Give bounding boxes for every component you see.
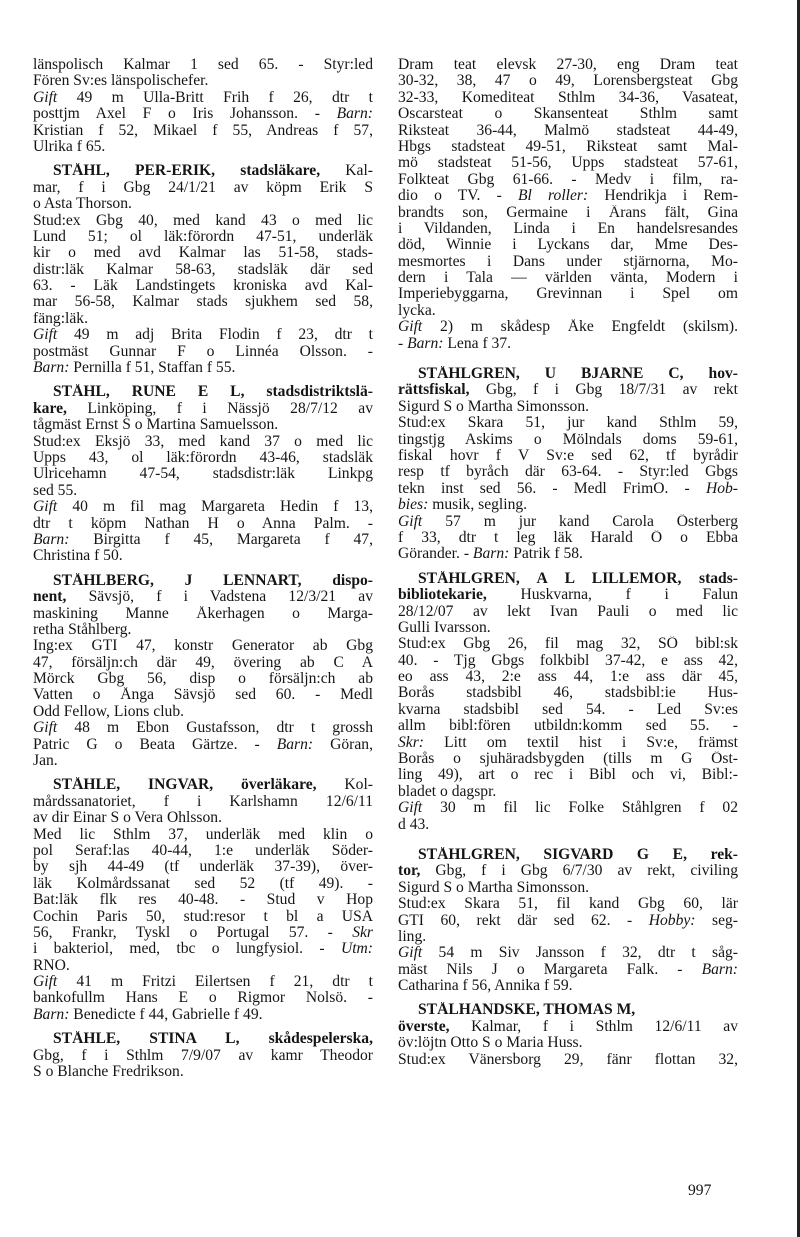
text-line: Lund 51; ol läk:förordn 47-51, underläk	[33, 228, 373, 245]
biography-entry	[33, 573, 373, 770]
text-line: 63. - Läk Landstingets kroniska avd Kal-	[33, 278, 373, 295]
text-line: mar 56-58, Kalmar stads sjukhem sed 58,	[33, 294, 373, 311]
text-line: by sjh 44-49 (tf underläk 37-39), över-	[33, 859, 373, 876]
text-line: d 43.	[398, 816, 430, 833]
text-line: Sigurd S o Martha Simonsson.	[398, 398, 590, 415]
text-line: dern i Tala — världen vänta, Modern i	[398, 270, 738, 287]
text-line: o Asta Thorson.	[33, 196, 132, 213]
text-line: 28/12/07 av lekt Ivan Pauli o med lic	[398, 603, 738, 620]
text-line: tor, Gbg, f i Gbg 6/7/30 av rekt, civiling	[398, 863, 738, 880]
text-line: bankofullm Hans E o Rigmor Nolsö. -	[33, 990, 373, 1007]
text-line: Ulricehamn 47-54, stadsdistr:läk Linkpg	[33, 466, 373, 483]
text-line: STÅLHANDSKE, THOMAS M,	[418, 1002, 636, 1019]
text-line: Stud:ex Skara 51, fil kand Gbg 60, lär	[398, 896, 738, 913]
text-line: Gift 49 m Ulla-Britt Frih f 26, dtr t	[33, 89, 373, 106]
biography-entry	[398, 57, 738, 352]
text-line: STÅHLGREN, A L LILLEMOR, stads-	[418, 570, 738, 587]
text-line: Gift 57 m jur kand Carola Österberg	[398, 513, 738, 530]
text-line: Med lic Sthlm 37, underläk med klin o	[33, 826, 373, 843]
text-line: sed 55.	[33, 482, 78, 499]
biography-entry	[398, 1002, 738, 1068]
text-line: Sigurd S o Martha Simonsson.	[398, 879, 590, 896]
biography-entry	[398, 366, 738, 563]
text-line: Oscarsteat o Skansenteat Sthlm samt	[398, 106, 738, 123]
text-line: Barn: Birgitta f 45, Margareta f 47,	[33, 531, 373, 548]
text-line: resp tf byråch där 63-64. - Styr:led Gbgs	[398, 464, 738, 481]
text-line: Gift 2) m skådesp Åke Engfeldt (skilsm).	[398, 319, 738, 336]
text-line: Fören Sv:es länspolischefer.	[33, 73, 209, 90]
text-line: tingstjg Askims o Mölndals doms 59-61,	[398, 431, 738, 448]
text-line: 32-33, Komediteat Sthlm 34-36, Vasateat,	[398, 89, 738, 106]
text-line: fiskal hovr f V Sv:e sed 62, tf byrådir	[398, 447, 738, 464]
text-line: STÅHL, RUNE E L, stadsdistriktslä-	[53, 384, 373, 401]
biography-entry	[33, 384, 373, 564]
biography-entry	[33, 163, 373, 376]
text-line: tekn inst sed 56. - Medl FrimO. - Hob-	[398, 480, 738, 497]
text-line: Görander. - Barn: Patrik f 58.	[398, 546, 583, 563]
text-line: Bat:läk flk res 40-48. - Stud v Hop	[33, 892, 373, 909]
text-line: Stud:ex Gbg 26, fil mag 32, SÖ bibl:sk	[398, 636, 738, 653]
text-line: ling 49), art o rec i Bibl och vi, Bibl:-	[398, 767, 738, 784]
text-line: Catharina f 56, Annika f 59.	[398, 978, 573, 995]
text-line: Barn: Benedicte f 44, Gabrielle f 49.	[33, 1006, 263, 1023]
text-line: ling.	[398, 928, 427, 945]
text-line: Mörck Gbg 56, disp o försäljn:ch ab	[33, 671, 373, 688]
text-line: överste, Kalmar, f i Sthlm 12/6/11 av	[398, 1018, 738, 1035]
text-line: pol Seraf:las 40-44, 1:e underläk Söder-	[33, 842, 373, 859]
text-line: STÅHLGREN, U BJARNE C, hov-	[418, 366, 738, 383]
text-line: Cochin Paris 50, stud:resor t bl a USA	[33, 908, 373, 925]
text-line: 47, försäljn:ch där 49, övering ab C A	[33, 654, 373, 671]
text-line: Gift 48 m Ebon Gustafsson, dtr t grossh	[33, 720, 373, 737]
text-line: Vatten o Ånga Sävsjö sed 60. - Medl	[33, 687, 373, 704]
left-column	[33, 57, 373, 1088]
text-line: Ulrika f 65.	[33, 138, 106, 155]
right-column	[398, 57, 738, 1076]
text-line: av dir Einar S o Vera Ohlsson.	[33, 810, 222, 827]
text-line: distr:läk Kalmar 58-63, stadsläk där sed	[33, 261, 373, 278]
text-line: Gbg, f i Sthlm 7/9/07 av kamr Theodor	[33, 1047, 373, 1064]
text-line: Kristian f 52, Mikael f 55, Andreas f 57,	[33, 122, 373, 139]
text-line: mårdssanatoriet, f i Karlshamn 12/6/11	[33, 793, 373, 810]
text-line: Christina f 50.	[33, 548, 123, 565]
text-line: Gift 41 m Fritzi Eilertsen f 21, dtr t	[33, 974, 373, 991]
text-line: tågmäst Ernst S o Martina Samuelsson.	[33, 417, 279, 434]
text-line: Imperiebyggarna, Grevinnan i Spel om	[398, 286, 738, 303]
text-line: RNO.	[33, 957, 70, 974]
text-line: mesmortes i Dans under stjärnorna, Mo-	[398, 253, 738, 270]
text-line: STÅHLE, INGVAR, överläkare, Kol-	[53, 777, 373, 794]
text-line: Gulli Ivarsson.	[398, 619, 491, 636]
text-line: Stud:ex Gbg 40, med kand 43 o med lic	[33, 212, 373, 229]
text-line: retha Ståhlberg.	[33, 621, 132, 638]
text-line: Hbgs stadsteat 49-51, Riksteat samt Mal-	[398, 138, 738, 155]
text-line: öv:löjtn Otto S o Maria Huss.	[398, 1035, 583, 1052]
text-line: f 33, dtr t leg läk Harald Ö o Ebba	[398, 529, 738, 546]
biography-entry	[33, 57, 373, 155]
biography-entry	[398, 847, 738, 995]
page-number: 997	[688, 1182, 712, 1199]
text-line: STÅHLGREN, SIGVARD G E, rek-	[418, 846, 738, 863]
text-line: Gift 49 m adj Brita Flodin f 23, dtr t	[33, 327, 373, 344]
text-line: postmäst Gunnar F o Linnéa Olsson. -	[33, 343, 373, 360]
text-line: GTI 60, rekt där sed 62. - Hobby: seg-	[398, 912, 738, 929]
biography-entry	[398, 571, 738, 833]
text-line: rättsfiskal, Gbg, f i Gbg 18/7/31 av rekt	[398, 382, 738, 399]
text-line: eo ass 43, 2:e ass 44, 1:e ass där 45,	[398, 669, 738, 686]
text-line: STÅHL, PER-ERIK, stadsläkare, Kal-	[53, 163, 373, 180]
text-line: Patric G o Beata Gärtze. - Barn: Göran,	[33, 736, 373, 753]
text-line: Borås stadsbibl 46, stadsbibl:ie Hus-	[398, 685, 738, 702]
text-line: Riksteat 36-44, Malmö stadsteat 44-49,	[398, 122, 738, 139]
text-line: allm bibl:fören utbildn:komm sed 55. -	[398, 718, 738, 735]
text-line: nent, Sävsjö, f i Vadstena 12/3/21 av	[33, 589, 373, 606]
text-line: - Barn: Lena f 37.	[398, 335, 512, 352]
text-line: 40. - Tjg Gbgs folkbibl 37-42, e ass 42,	[398, 652, 738, 669]
text-line: bibliotekarie, Huskvarna, f i Falun	[398, 587, 738, 604]
text-line: mar, f i Gbg 24/1/21 av köpm Erik S	[33, 179, 373, 196]
text-line: posttjm Axel F o Iris Johansson. - Barn:	[33, 106, 373, 123]
text-line: Skr: Litt om textil hist i Sv:e, främst	[398, 734, 738, 751]
text-line: STÅHLBERG, J LENNART, dispo-	[53, 572, 373, 589]
text-line: Stud:ex Vänersborg 29, fänr flottan 32,	[398, 1051, 738, 1068]
text-line: Ing:ex GTI 47, konstr Generator ab Gbg	[33, 638, 373, 655]
text-line: fäng:läk.	[33, 310, 88, 327]
text-line: Odd Fellow, Lions club.	[33, 703, 185, 720]
text-line: mö stadsteat 51-56, Upps stadsteat 57-61,	[398, 155, 738, 172]
text-line: STÅHLE, STINA L, skådespelerska,	[53, 1031, 373, 1048]
text-line: Gift 30 m fil lic Folke Ståhlgren f 02	[398, 800, 738, 817]
biography-entry	[33, 1031, 373, 1080]
text-line: länspolisch Kalmar 1 sed 65. - Styr:led	[33, 57, 373, 73]
text-line: maskining Manne Åkerhagen o Marga-	[33, 605, 373, 622]
text-line: dtr t köpm Nathan H o Anna Palm. -	[33, 515, 373, 532]
text-line: Stud:ex Skara 51, jur kand Sthlm 59,	[398, 415, 738, 432]
text-line: bies: musik, segling.	[398, 497, 528, 514]
text-line: död, Winnie i Lyckans dar, Mme Des-	[398, 237, 738, 254]
text-line: kare, Linköping, f i Nässjö 28/7/12 av	[33, 400, 373, 417]
text-line: 30-32, 38, 47 o 49, Lorensbergsteat Gbg	[398, 73, 738, 90]
text-line: kvarna stadsbibl sed 54. - Led Sv:es	[398, 701, 738, 718]
text-line: bladet o dagspr.	[398, 783, 497, 800]
text-line: brandts son, Germaine i Ärans fält, Gina	[398, 204, 738, 221]
text-line: Stud:ex Eksjö 33, med kand 37 o med lic	[33, 433, 373, 450]
text-line: Gift 40 m fil mag Margareta Hedin f 13,	[33, 499, 373, 516]
text-line: Folkteat Gbg 61-66. - Medv i film, ra-	[398, 171, 738, 188]
text-line: Barn: Pernilla f 51, Staffan f 55.	[33, 360, 236, 377]
text-line: dio o TV. - Bl roller: Hendrikja i Rem-	[398, 188, 738, 205]
text-line: kir o med avd Kalmar las 51-58, stads-	[33, 245, 373, 262]
text-line: S o Blanche Fredrikson.	[33, 1064, 184, 1081]
text-line: Borås o sjuhäradsbygden (tills m G Öst-	[398, 751, 738, 768]
text-line: mäst Nils J o Margareta Falk. - Barn:	[398, 961, 738, 978]
text-line: läk Kolmårdssanat sed 52 (tf 49). -	[33, 875, 373, 892]
text-line: Upps 43, ol läk:förordn 43-46, stadsläk	[33, 449, 373, 466]
text-line: Gift 54 m Siv Jansson f 32, dtr t såg-	[398, 945, 738, 962]
text-line: 56, Frankr, Tyskl o Portugal 57. - Skr	[33, 924, 373, 941]
biography-entry	[33, 777, 373, 1023]
text-line: i bakteriol, med, tbc o lungfysiol. - Utm:	[33, 941, 373, 958]
text-line: i Vildanden, Linda i En handelsresandes	[398, 220, 738, 237]
text-line: Dram teat elevsk 27-30, eng Dram teat	[398, 57, 738, 73]
text-line: Jan.	[33, 753, 58, 770]
text-line: lycka.	[398, 302, 436, 319]
